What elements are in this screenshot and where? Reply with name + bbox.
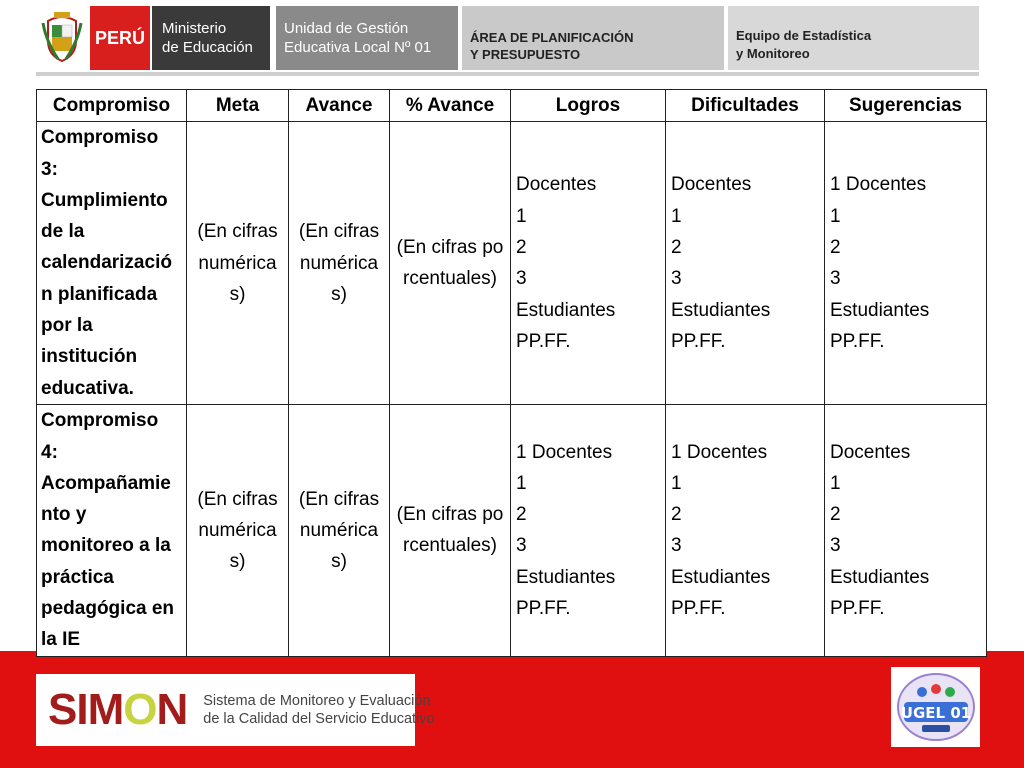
cell-meta: (En cifras numéricas) xyxy=(187,405,289,656)
cell-logros: 1 Docentes 1 2 3 Estudiantes PP.FF. xyxy=(511,405,666,656)
table-row xyxy=(37,405,987,656)
ugel-label: Unidad de Gestión Educativa Local Nº 01 xyxy=(276,6,458,70)
compromisos-table xyxy=(36,89,987,657)
cell-compromiso: Compromiso 4: Acompañamie nto y monitoreo a la práctica pedagógica en la IE xyxy=(37,405,187,656)
peru-coat-of-arms-icon xyxy=(36,6,88,70)
equipo-label: Equipo de Estadística y Monitoreo xyxy=(728,6,979,70)
col-dificultades: Dificultades xyxy=(666,90,825,122)
cell-dificultades: 1 Docentes 1 2 3 Estudiantes PP.FF. xyxy=(666,405,825,656)
col-pct-avance: % Avance xyxy=(390,90,511,122)
simon-description: Sistema de Monitoreo y Evaluación de la Calidad del Servicio Educativo xyxy=(203,693,435,727)
cell-avance: (En cifras numéricas) xyxy=(289,405,390,656)
cell-dificultades: Docentes 1 2 3 Estudiantes PP.FF. xyxy=(666,122,825,405)
simon-logo xyxy=(36,674,435,746)
svg-text:UGEL 01: UGEL 01 xyxy=(900,704,971,722)
cell-sugerencias: 1 Docentes 1 2 3 Estudiantes PP.FF. xyxy=(825,122,987,405)
col-sugerencias: Sugerencias xyxy=(825,90,987,122)
cell-compromiso: Compromiso 3: Cumplimiento de la calendarizació n planificada por la institución educativa. xyxy=(37,122,187,405)
ministerio-label: Ministerio de Educación xyxy=(152,6,270,70)
area-label: ÁREA DE PLANIFICACIÓN Y PRESUPUESTO xyxy=(462,6,724,70)
table-header-row xyxy=(37,90,987,122)
col-meta: Meta xyxy=(187,90,289,122)
cell-sugerencias: Docentes 1 2 3 Estudiantes PP.FF. xyxy=(825,405,987,656)
cell-pct-avance: (En cifras porcentuales) xyxy=(390,405,511,656)
col-avance: Avance xyxy=(289,90,390,122)
table-row xyxy=(37,122,987,405)
simon-wordmark: SIMON xyxy=(48,685,188,734)
header-divider xyxy=(36,72,979,76)
cell-avance: (En cifras numéricas) xyxy=(289,122,390,405)
ugel-01-logo-icon xyxy=(891,667,980,747)
cell-meta: (En cifras numéricas) xyxy=(187,122,289,405)
col-logros: Logros xyxy=(511,90,666,122)
cell-logros: Docentes 1 2 3 Estudiantes PP.FF. xyxy=(511,122,666,405)
cell-pct-avance: (En cifras porcentuales) xyxy=(390,122,511,405)
peru-label: PERÚ xyxy=(90,6,150,70)
col-compromiso: Compromiso xyxy=(37,90,187,122)
